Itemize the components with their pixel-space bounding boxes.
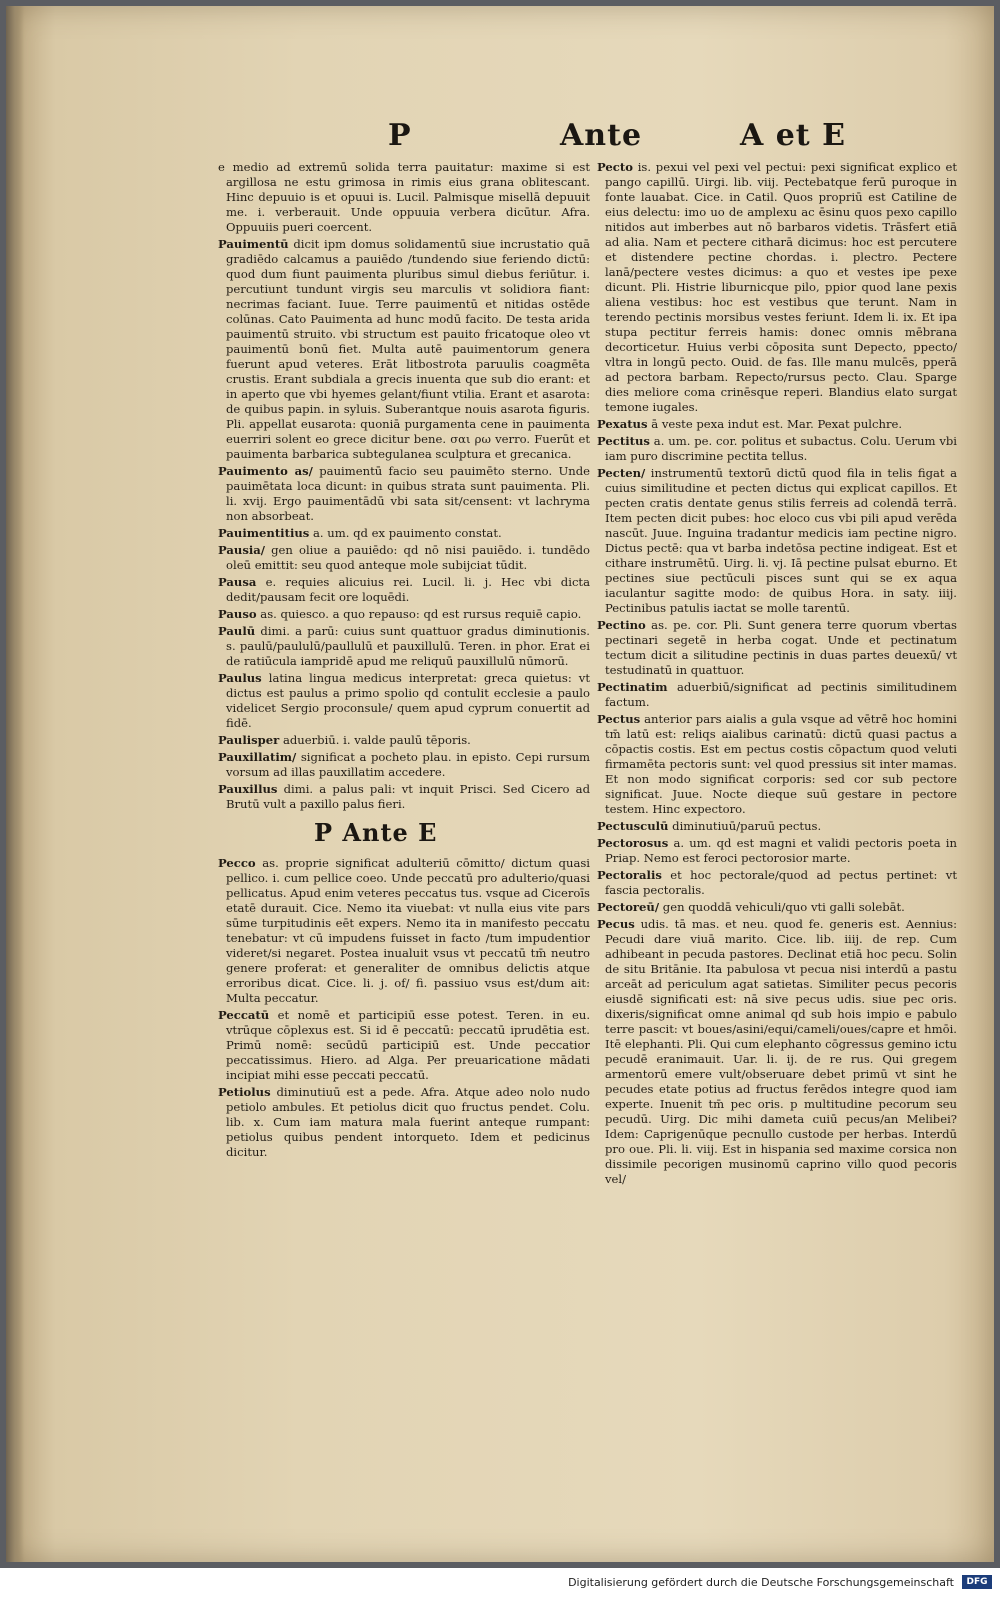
entry-text: udis. tā mas. et neu. quod fe. generis est. Aennius: Pecudi dare viuā marito. Cice. lib. iiij. de rep. Cum adhibeant in pecuda pastores. Declinat etiā hoc pecu. Solin de situ Britānie. Ita pabulosa vt pecua nisi interdū a pastu arceāt ad periculum agat satietas. Similiter pecus pecoris eiusdē significati est: nā sive pecus udis. siue pec oris. dixeris/significat omne animal qd sub hois impio e pabulo terre pascit: vt boues/asini/equi/cameli/oues/capre et hmōi. Itē elephanti. Pli. Qui cum elephanto cōgressus gemino ictu pecudē eranimauit. Uar. li. ij. de re rus. Qui gregem armentorū emere vult/obseruare debet primū vt sint he pecudes etate potius ad fructus ferēdos integre quod iam experte. Inuenit tm̄ pec oris. p multitudine pecorum seu pecudū. Uirg. Dic mihi dameta cuiū pecus/an Melibei? Idem: Caprigenūque pecnullo custode per herbas. Interdū pro oue. Pli. li. viij. Est in hispania sed maxime corsica non dissimile pecorigen musinomū caprino villo quod pecoris vel/ xyxy=(605,917,957,1186)
entry-headword: Pectorosus xyxy=(597,836,669,850)
entry-headword: Pauxillatim/ xyxy=(218,750,297,764)
dictionary-entry xyxy=(218,856,590,1006)
dictionary-entry xyxy=(218,575,590,605)
entry-text: et hoc pectorale/quod ad pectus pertinet: vt fascia pectoralis. xyxy=(605,868,957,897)
dictionary-entry xyxy=(597,917,957,1187)
entry-text: as. proprie significat adulteriū cōmitto/ dictum quasi pellico. i. cum pellice coeo. Unde peccatū pro adulterio/quasi pellicatus. Apud enim veteres peccatus tus. vsque ad Ciceroīs etatē durauit. Cice. Nemo ita viuebat: vt nulla eius vite pars sūme turpitudinis eēt expers. Nemo ita in manifesto peccatu tenebatur: vt cū impudens fuisset in facto /tum impudentior videret/si negaret. Postea inualuit vsus vt peccatū tm̄ neutro genere proferat: et generaliter de omnibus delictis atque erroribus dicat. Cice. li. j. of/ fi. passiuo vsus est/dum ait: Multa peccatur. xyxy=(226,856,590,1005)
entry-headword: Pauimentū xyxy=(218,237,289,251)
entry-headword: Pauimentitius xyxy=(218,526,310,540)
right-entries xyxy=(597,160,957,1187)
left-column xyxy=(218,160,590,1340)
dictionary-entry xyxy=(597,819,957,834)
entry-headword: Pauso xyxy=(218,607,257,621)
entry-text: et nomē et participiū esse potest. Teren. in eu. vtrūque cōplexus est. Si id ē peccatū: peccatū iprudētia est. Primū nomē: secūdū participiū est. Unde peccatior peccatissimus. Hiero. ad Alga. Per preuaricatione mādati incipiat mihi esse peccati peccatū. xyxy=(226,1008,590,1082)
dictionary-entry xyxy=(597,160,957,415)
dictionary-entry xyxy=(597,836,957,866)
entry-headword: Pectitus xyxy=(597,434,650,448)
entry-headword: Pectoreū/ xyxy=(597,900,660,914)
entry-headword: Paulisper xyxy=(218,733,280,747)
dictionary-entry xyxy=(597,680,957,710)
dictionary-entry xyxy=(218,160,590,235)
entry-headword: Pauxillus xyxy=(218,782,278,796)
dictionary-entry xyxy=(597,712,957,817)
entry-headword: Pectus xyxy=(597,712,641,726)
entry-text: diminutiuū/paruū pectus. xyxy=(672,819,822,833)
inner-section-heading: P Ante E xyxy=(314,818,438,847)
entry-headword: Pecco xyxy=(218,856,256,870)
dictionary-entry xyxy=(218,543,590,573)
entry-text: instrumentū textorū dictū quod fila in telis figat a cuius similitudine et pecten dictus qui explicat capillos. Et pecten cratis dentate genus stilis ferreis ad colendā terrā. Item pecten dicit pubes: hoc eloco cus vbi pili apud verēda nascūt. Juue. Inguina tradantur medicis iam pectine nigro. Dictus pectē: qua vt barba indetōsa pectine indigeat. Est et cithare instrumētū. Uirg. li. vj. Iā pectine pulsat eburno. Et pectines siue pectūculi pisces sunt qui se ex aqua iaculantur sagitte modo: de quibus Hora. in saty. iiij. Pectinibus patulis iactat se molle tarentū. xyxy=(605,466,957,615)
footer-bar xyxy=(0,1572,1000,1594)
entry-headword: Peccatū xyxy=(218,1008,270,1022)
entry-headword: Pausia/ xyxy=(218,543,266,557)
heading-ante: Ante xyxy=(560,118,643,153)
right-column xyxy=(597,160,957,1340)
dictionary-entry xyxy=(597,868,957,898)
dictionary-entry xyxy=(218,750,590,780)
entry-text: e. requies alicuius rei. Lucil. li. j. Hec vbi dicta dedit/pausam fecit ore loquēdi. xyxy=(226,575,590,604)
entry-text: diminutiuū est a pede. Afra. Atque adeo nolo nudo petiolo ambules. Et petiolus dicit quo fructus pendet. Colu. lib. x. Cum iam matura mala fuerint anteque rumpant: petiolus quibus pendent intorqueto. Idem et pedicinus dicitur. xyxy=(226,1085,590,1159)
left-entries-after xyxy=(218,856,590,1160)
entry-headword: Paulū xyxy=(218,624,256,638)
dictionary-entry xyxy=(597,434,957,464)
entry-text: ā veste pexa indut est. Mar. Pexat pulchre. xyxy=(651,417,903,431)
dictionary-entry xyxy=(218,1008,590,1083)
dictionary-entry xyxy=(218,733,590,748)
entry-headword: Petiolus xyxy=(218,1085,271,1099)
entry-text: as. pe. cor. Pli. Sunt genera terre quorum vbertas pectinari segetē in herba cogat. Unde et pectinatum tectum dicit a silitudine pectinis in duas partes deuexū/ vt testudinatū in quattuor. xyxy=(605,618,957,677)
entry-text: dimi. a parū: cuius sunt quattuor gradus diminutionis. s. paulū/paululū/paullulū et pauxillulū. Teren. in phor. Erat ei de ratiūcula iampridē apud me reliquū pauxillulū nūmorū. xyxy=(226,624,590,668)
entry-text: e medio ad extremū solida terra pauitatur: maxime si est argillosa ne estu grimosa in rimis eius grana oblitescant. Hinc depuuio is et opuui is. Lucil. Palmisque misellā depuuit me. i. verberauit. Unde oppuuia verbera dicūtur. Afra. Oppuuiis pueri coercent. xyxy=(218,160,590,234)
dictionary-entry xyxy=(597,618,957,678)
heading-a-et-e: A et E xyxy=(740,118,846,153)
entry-text: pauimentū facio seu pauimēto sterno. Unde pauimētata loca dicunt: in quibus strata sunt pauimenta. Pli. li. xvij. Ergo pauimentādū vbi sata sit/censent: vt lachryma non absorbeat. xyxy=(226,464,590,523)
entry-headword: Pecto xyxy=(597,160,633,174)
entry-text: a. um. qd ex pauimento constat. xyxy=(313,526,502,540)
entry-headword: Pauimento as/ xyxy=(218,464,313,478)
entry-headword: Pectino xyxy=(597,618,646,632)
dictionary-entry xyxy=(597,900,957,915)
dictionary-entry xyxy=(218,464,590,524)
dictionary-entry xyxy=(218,237,590,462)
entry-text: gen quoddā vehiculi/quo vti galli solebāt. xyxy=(662,900,905,914)
dictionary-entry xyxy=(597,466,957,616)
entry-headword: Pecus xyxy=(597,917,635,931)
entry-text: aduerbiū. i. valde paulū tēporis. xyxy=(282,733,471,747)
entry-headword: Pecten/ xyxy=(597,466,646,480)
entry-text: dimi. a palus pali: vt inquit Prisci. Sed Cicero ad Brutū vult a paxillo palus fieri. xyxy=(226,782,590,811)
dictionary-entry xyxy=(218,624,590,669)
entry-text: latina lingua medicus interpretat: greca quietus: vt dictus est paulus a primo spolio qd contulit ecclesie a paulo videlicet Sergio proconsule/ quem apud cyprum conuertit ad fidē. xyxy=(226,671,590,730)
heading-letter: P xyxy=(388,118,412,153)
entry-headword: Pausa xyxy=(218,575,257,589)
entry-headword: Pexatus xyxy=(597,417,648,431)
entry-text: anterior pars aialis a gula vsque ad vētrē hoc homini tm̄ latū est: reliqs aialibus carinatū: dictū quasi pactus a cōpactis costis. Est em pectus costis cōpactum quod veluti firmamēta pectoris sunt: vel quod pressius sit inter mamas. Et non modo significat corporis: sed cor sub pectore significat. Juue. Nocte dieque suū gestare in pectore testem. Hinc expectoro. xyxy=(605,712,957,816)
dictionary-entry xyxy=(218,607,590,622)
entry-text: is. pexui vel pexi vel pectui: pexi significat explico et pango capillū. Uirgi. lib. viij. Pectebatque ferū puroque in fonte lauabat. Cice. in Catil. Quos propriū est Catiline de eius delectu: imo uo de amplexu ac ēsinu quos pexo capillo nitidos aut imberbes aut nō barbaros videtis. Trāsfert etiā ad alia. Nam et pectere citharā dicimus: hoc est percutere et distendere pectine chordas. i. plectro. Pectere lanā/pectere vestes dicimus: a quo et vestes ipe pexe dicunt. Pli. Histrie liburnicque pilo, ppior quod lane pexis aliena vestibus: hoc est vestibus que terunt. Nam in terendo pectinis morsibus vestes feriunt. Idem li. ix. Et ipa stupa pectitur ferreis hamis: donec omnis mēbrana decorticetur. Huius verbi cōposita sunt Depecto, ppecto/ vltra in longū pecto. Ouid. de fas. Ille manu mulcēs, pperā ad pectora barbam. Repecto/rursus pecto. Clau. Sparge dies meliore coma crinēsque reperi. Blandius elato surgat temone iugales. xyxy=(605,160,957,414)
entry-headword: Pectinatim xyxy=(597,680,668,694)
entry-text: a. um. pe. cor. politus et subactus. Colu. Uerum vbi iam puro discrimine pectita tellus. xyxy=(605,434,957,463)
entry-text: gen oliue a pauiēdo: qd nō nisi pauiēdo. i. tundēdo oleū emittit: seu quod anteque mole subijciat tūdit. xyxy=(226,543,590,572)
dictionary-entry xyxy=(218,782,590,812)
page-gutter xyxy=(6,6,24,1562)
entry-text: dicit ipm domus solidamentū siue incrustatio quā gradiēdo calcamus a pauiēdo /tundendo siue feriendo dictū: quod dum fiunt pauimenta pluribus simul diebus feriūtur. i. percutiunt tundunt virgis seu marculis vt solidiora fiant: necrimas faciant. Iuue. Terre pauimentū et nitidas ostēde colūnas. Cato Pauimenta ad hunc modū facito. De testa arida pauimentū struito. vbi structum est pauito fricatoque oleo vt pauimentū bonū fiet. Multa autē pauimentorum genera fuerunt apud veteres. Erāt litbostrota paruulis coagmēta crustis. Erant subdiala a grecis inuenta que sub dio erant: et in aperto que vbi hyemes gelant/fiunt vtilia. Erant et asarota: de quibus papin. in syluis. Suberantque nouis asarota figuris. Pli. appellat eusarota: quoniā purgamenta cene in pauimenta euerriri solent eo grece dicitur bene. σαι ρω verro. Fuerūt et pauimenta barbarica subtegulanea sculptura et grecanica. xyxy=(226,237,590,461)
entry-headword: Pectoralis xyxy=(597,868,662,882)
entry-headword: Paulus xyxy=(218,671,262,685)
dictionary-entry xyxy=(218,1085,590,1160)
dictionary-entry xyxy=(597,417,957,432)
entry-text: aduerbiū/significat ad pectinis similitudinem factum. xyxy=(605,680,957,709)
dictionary-entry xyxy=(218,526,590,541)
entry-text: a. um. qd est magni et validi pectoris poeta in Priap. Nemo est feroci pectorosior marte. xyxy=(605,836,957,865)
footer-credit: Digitalisierung gefördert durch die Deutsche Forschungsgemeinschaft xyxy=(568,1576,954,1589)
dfg-logo: DFG xyxy=(962,1575,992,1589)
entry-text: significat a pocheto plau. in episto. Cepi rursum vorsum ad illas pauxillatim accedere. xyxy=(226,750,590,779)
left-entries xyxy=(218,160,590,812)
entry-headword: Pectusculū xyxy=(597,819,669,833)
page-heading xyxy=(0,118,1000,158)
dictionary-entry xyxy=(218,671,590,731)
entry-text: as. quiesco. a quo repauso: qd est rursus requiē capio. xyxy=(260,607,582,621)
